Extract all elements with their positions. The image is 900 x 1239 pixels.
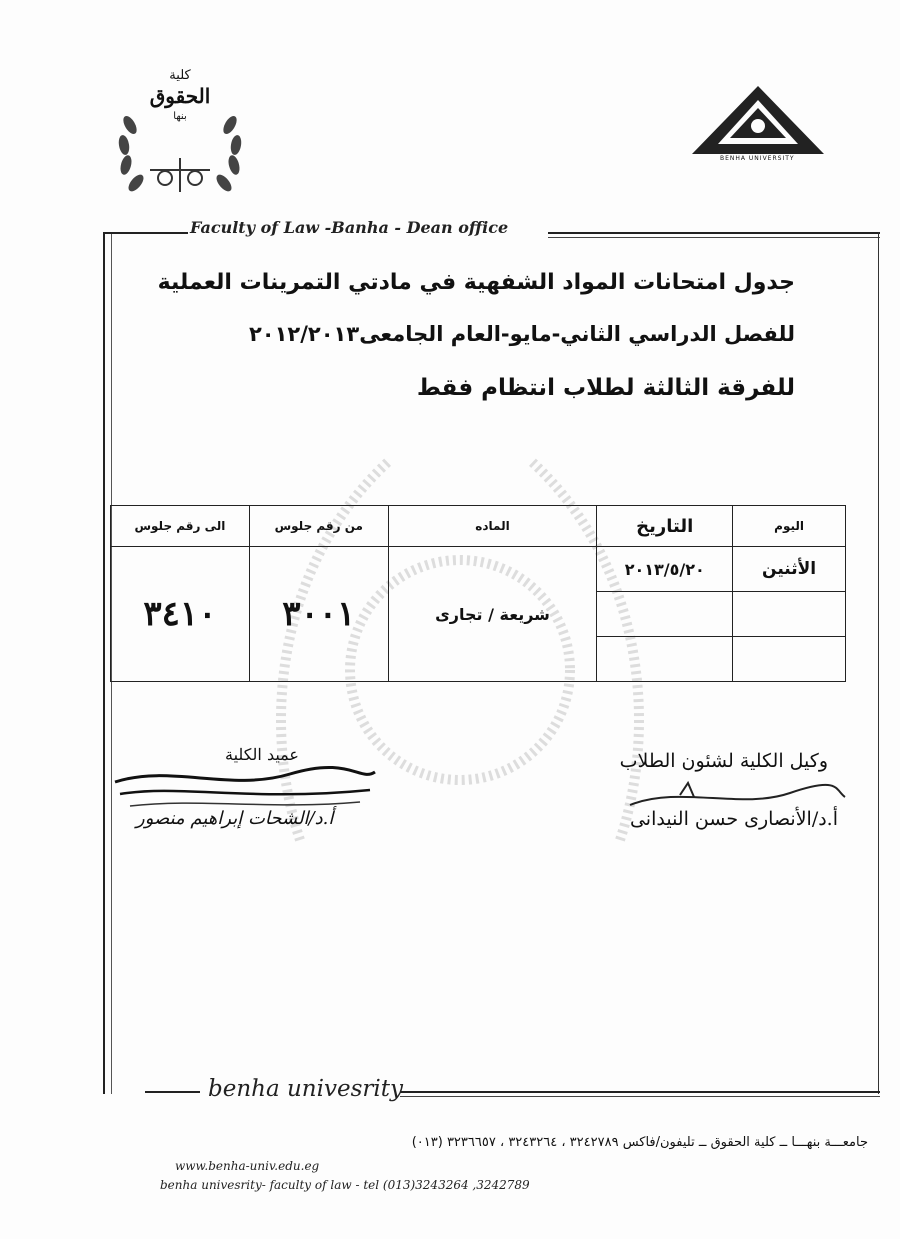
cell-empty — [733, 592, 846, 637]
table-header-row — [111, 506, 846, 547]
university-logo-caption: BENHA UNIVERSITY — [720, 155, 795, 162]
footer-website: www.benha-univ.edu.eg — [175, 1159, 320, 1173]
frame-bottom-border — [400, 1096, 880, 1097]
dean-title: عميد الكلية — [225, 745, 299, 764]
cell-empty — [597, 637, 733, 682]
cell-empty — [597, 592, 733, 637]
logo-text-middle: الحقوق — [149, 84, 211, 108]
vice-dean-name: أ.د/الأنصارى حسن النيدانى — [629, 808, 838, 830]
title-line-2: للفصل الدراسي الثاني-مايو-العام الجامعى٢٠١٢/٢٠١٣ — [248, 322, 795, 346]
table-row — [111, 547, 846, 592]
frame-bottom-border — [145, 1091, 200, 1093]
cell-day: الأثنين — [733, 547, 846, 592]
vice-dean-title: وكيل الكلية لشئون الطلاب — [619, 750, 828, 772]
header-date: التاريخ — [597, 506, 733, 547]
exam-schedule-table — [110, 505, 846, 682]
title-line-1: جدول امتحانات المواد الشفهية في مادتي التمرينات العملية — [157, 270, 795, 295]
frame-right-border — [878, 232, 879, 1094]
header-from-seat: من رقم جلوس — [249, 506, 388, 547]
dean-signature — [110, 762, 380, 812]
logo-text-top: كلية — [169, 68, 191, 83]
header-to-seat: الى رقم جلوس — [111, 506, 250, 547]
header-subject: الماده — [388, 506, 597, 547]
footer-contact: benha univesrity- faculty of law - tel (013)3243264 ,3242789 — [160, 1178, 530, 1192]
cell-to-seat: ٣٤١٠ — [111, 547, 250, 682]
frame-top-border — [548, 237, 880, 238]
frame-top-border — [548, 232, 880, 234]
logo-text-bottom: بنها — [173, 111, 187, 122]
university-logo — [688, 82, 828, 162]
cell-empty — [733, 637, 846, 682]
dean-name: أ.د/الشحات إبراهيم منصور — [136, 808, 334, 829]
footer-university: benha univesrity — [208, 1076, 403, 1102]
footer-address: جامعـــة بنهـــا ــ كلية الحقوق ــ تليفون/فاكس ٣٢٤٢٧٨٩ ، ٣٢٤٣٢٦٤ ، ٣٢٣٦٦٥٧ (٠١٣) — [411, 1135, 868, 1150]
cell-subject: شريعة / تجارى — [388, 547, 597, 682]
frame-top-border — [103, 232, 188, 234]
frame-bottom-border — [400, 1091, 880, 1093]
cell-date: ٢٠١٣/٥/٢٠ — [597, 547, 733, 592]
cell-from-seat: ٣٠٠١ — [249, 547, 388, 682]
header-day: اليوم — [733, 506, 846, 547]
faculty-header: Faculty of Law -Banha - Dean office — [190, 218, 509, 237]
title-line-3: للفرقة الثالثة لطلاب انتظام فقط — [416, 375, 795, 401]
